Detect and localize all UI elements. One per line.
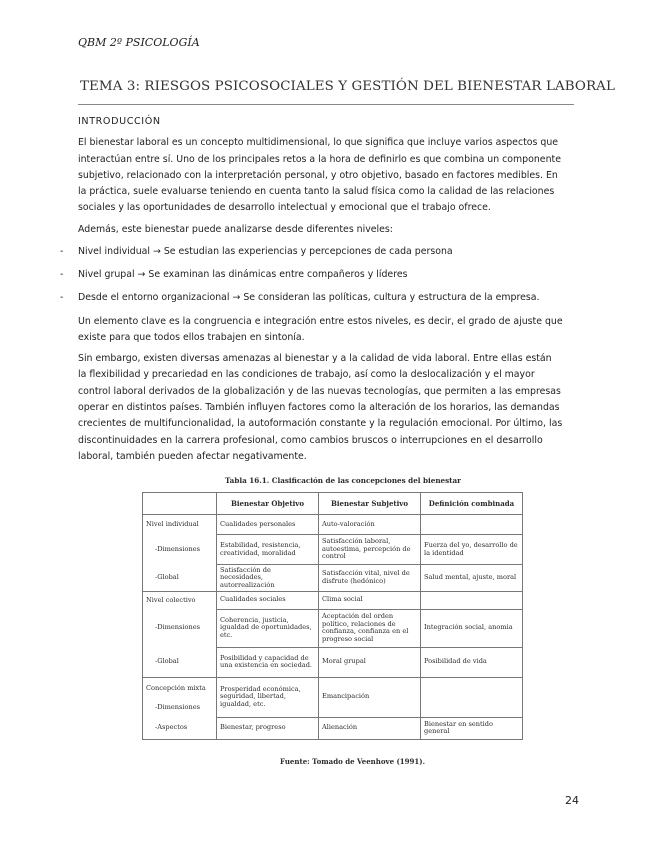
row-label: -Dimensiones [143,609,217,647]
threats-line: laboral, también pueden afectar negativamente. [78,451,307,462]
table-cell: Clima social [319,591,421,609]
table-cell: Bienestar, progreso [217,717,319,739]
row-label: -Global [143,647,217,677]
table-cell: Cualidades sociales [217,591,319,609]
table-cell: Salud mental, ajuste, moral [421,565,523,592]
table-header-cell: Bienestar Subjetivo [319,493,421,515]
threats-line: discontinuidades en la carrera profesional, como cambios bruscos o interrupciones en el desarrollo [78,435,543,446]
congruence-line: Un elemento clave es la congruencia e integración entre estos niveles, es decir, el grado de ajuste que [78,316,563,327]
threats-line: crecientes de multifuncionalidad, la autoformación constante y la regulación emocional. Por último, las [78,418,563,429]
row-label: -Dimensiones [143,535,217,565]
threats-line: Sin embargo, existen diversas amenazas al bienestar y a la calidad de vida laboral. Entre ellas están [78,353,552,364]
row-label: -Aspectos [143,717,217,739]
list-item: Nivel grupal → Se examinan las dinámicas entre compañeros y líderes [78,269,408,280]
congruence-line: existe para que todos ellos trabajen en sintonía. [78,332,305,343]
table-caption: Tabla 16.1. Clasificación de las concepciones del bienestar [225,476,461,485]
table-cell: Satisfacción vital, nivel de disfrute (hedónico) [319,565,421,592]
threats-line: la flexibilidad y precariedad en las condiciones de trabajo, así como la deslocalización y el mayor [78,369,535,380]
table-cell: Estabilidad, resistencia, creatividad, moralidad [217,535,319,565]
table-row [143,609,523,647]
table-cell: Prosperidad económica, seguridad, libertad, igualdad, etc. [217,677,319,717]
bullet-marker: - [60,292,64,303]
title-divider [78,104,574,105]
table-row [143,647,523,677]
wellbeing-table [142,492,523,740]
table-cell: Aceptación del orden político, relaciones de confianza, confianza en el progreso social [319,609,421,647]
table-cell: Integración social, anomia [421,609,523,647]
table-cell [421,591,523,609]
table-figure [140,470,526,770]
row-label: -Dimensiones [143,699,217,717]
table-header-cell: Definición combinada [421,493,523,515]
bullet-marker: - [60,269,64,280]
table-cell: Satisfacción de necesidades, autorrealización [217,565,319,592]
table-cell: Moral grupal [319,647,421,677]
table-header-cell: Bienestar Objetivo [217,493,319,515]
chapter-title: TEMA 3: RIESGOS PSICOSOCIALES Y GESTIÓN DEL BIENESTAR LABORAL [80,79,615,94]
levels-intro: Además, este bienestar puede analizarse desde diferentes niveles: [78,224,393,235]
table-cell: Cualidades personales [217,515,319,535]
table-row [143,717,523,739]
table-row [143,591,523,609]
table-header-cell [143,493,217,515]
table-cell: Coherencia, justicia, igualdad de oportunidades, etc. [217,609,319,647]
threats-line: operar en distintos países. También influyen factores como la alteración de los horarios, las demandas [78,402,560,413]
row-label: Concepción mixta [143,677,217,699]
intro-line: sociales y las oportunidades de desarrollo intelectual y emocional que el trabajo ofrece. [78,202,491,213]
table-cell: Auto-valoración [319,515,421,535]
table-header-row [143,493,523,515]
table-row [143,515,523,535]
table-cell: Posibilidad y capacidad de una existencia en sociedad. [217,647,319,677]
list-item: Nivel individual → Se estudian las experiencias y percepciones de cada persona [78,246,453,257]
row-label: Nivel colectivo [143,591,217,609]
table-row [143,677,523,699]
table-row [143,535,523,565]
table-cell: Satisfacción laboral, autoestima, percepción de control [319,535,421,565]
table-cell: Posibilidad de vida [421,647,523,677]
running-header: QBM 2º PSICOLOGÍA [78,36,200,49]
table-row [143,565,523,592]
intro-line: subjetivo, relacionado con la interpretación personal, y otro objetivo, basado en factores medibles. En [78,170,558,181]
table-cell: Fuerza del yo, desarrollo de la identidad [421,535,523,565]
threats-line: control laboral derivados de la globalización y de las nuevas tecnologías, que permiten a las empresas [78,386,561,397]
row-label: -Global [143,565,217,592]
table-cell: Emancipación [319,677,421,717]
table-cell: Bienestar en sentido general [421,717,523,739]
section-heading: INTRODUCCIÓN [78,116,161,127]
table-source: Fuente: Tomado de Veenhove (1991). [280,757,426,766]
intro-line: El bienestar laboral es un concepto multidimensional, lo que significa que incluye varios aspectos que [78,137,559,148]
table-cell [421,515,523,535]
table-cell [421,677,523,717]
table-cell: Alienación [319,717,421,739]
bullet-marker: - [60,246,64,257]
page-number: 24 [565,794,579,807]
list-item: Desde el entorno organizacional → Se consideran las políticas, cultura y estructura de la empresa. [78,292,540,303]
intro-line: la práctica, suele evaluarse teniendo en cuenta tanto la salud física como la calidad de las relaciones [78,186,555,197]
row-label: Nivel individual [143,515,217,535]
intro-line: interactúan entre sí. Uno de los principales retos a la hora de definirlo es que combina un componente [78,154,561,165]
